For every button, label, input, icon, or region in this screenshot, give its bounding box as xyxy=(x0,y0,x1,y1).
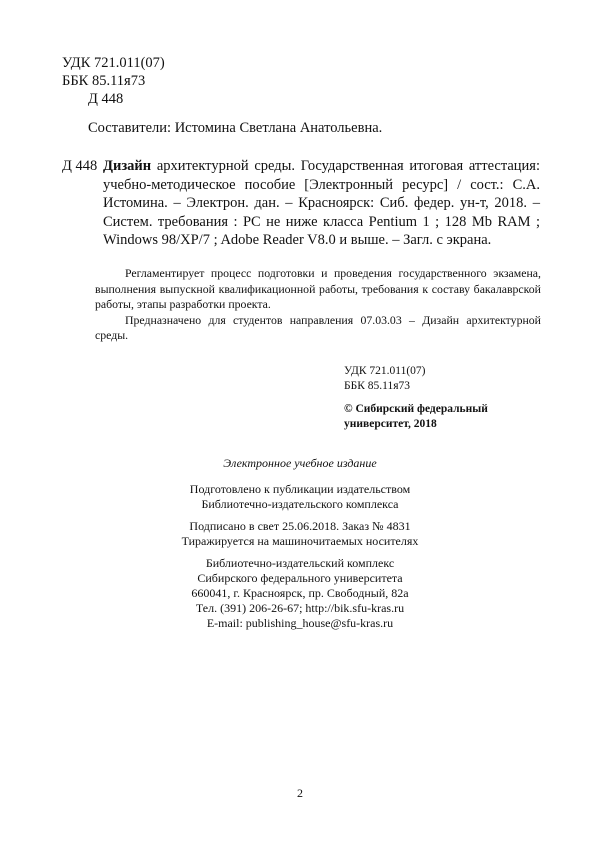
signed-line: Подписано в свет 25.06.2018. Заказ № 4831 xyxy=(189,519,411,533)
publisher-phone: Тел. (391) 206-26-67; http://bik.sfu-kras.ru xyxy=(195,601,405,615)
entry-description: архитектурной среды. Государственная итоговая аттестация: учебно-методическое пособие [Электронный ресурс] / сост.: С.А. Истомина. – Электрон. дан. – Красноярск: Сиб. федер. ун-т, 2018. – Систем. требования : PC не ниже класса Pentium 1 ; 128 Mb RAM ; Windows 98/XP/7 ; Adobe Reader V8.0 и выше. – Загл. с экрана. xyxy=(103,158,541,248)
copyright-line-1: © Сибирский федеральный xyxy=(344,403,488,415)
page-number: 2 xyxy=(297,786,303,800)
bibliographic-entry xyxy=(62,157,540,250)
compilers-line: Составители: Истомина Светлана Анатольевна. xyxy=(88,120,383,136)
entry-title: Дизайн xyxy=(103,158,152,174)
bbk-code: ББК 85.11я73 xyxy=(62,73,146,89)
classification-block xyxy=(62,54,165,108)
entry-author-sign: Д 448 xyxy=(62,158,98,174)
publisher-line-2: Сибирского федерального университета xyxy=(197,571,403,585)
publisher-email: E-mail: publishing_house@sfu-kras.ru xyxy=(206,616,394,630)
entry-body xyxy=(103,157,540,250)
edition-type: Электронное учебное издание xyxy=(223,456,377,470)
annotation xyxy=(95,266,541,344)
replicated-line: Тиражируется на машиночитаемых носителях xyxy=(181,534,419,548)
publisher-block xyxy=(0,556,600,631)
annotation-paragraph: Регламентирует процесс подготовки и проведения государственного экзамена, выполнения выпускной квалификационной работы, требования к составу бакалаврской работы, этапы разработки проекта. xyxy=(95,266,541,311)
copyright-line-2: университет, 2018 xyxy=(344,418,437,430)
author-sign: Д 448 xyxy=(88,91,124,107)
prepared-line-1: Подготовлено к публикации издательством xyxy=(189,482,411,496)
annotation-paragraph: Предназначено для студентов направления 07.03.03 – Дизайн архитектурной среды. xyxy=(95,312,541,342)
udk-code: УДК 721.011(07) xyxy=(62,55,165,71)
udk-code-repeat: УДК 721.011(07) xyxy=(344,365,426,377)
classification-repeat xyxy=(344,364,425,394)
signed-block xyxy=(0,519,600,549)
prepared-block xyxy=(0,482,600,512)
publisher-line-1: Библиотечно-издательский комплекс xyxy=(205,556,395,570)
bbk-code-repeat: ББК 85.11я73 xyxy=(344,380,410,392)
copyright-notice xyxy=(344,402,488,432)
prepared-line-2: Библиотечно-издательского комплекса xyxy=(201,497,399,511)
publisher-address: 660041, г. Красноярск, пр. Свободный, 82а xyxy=(191,586,409,600)
